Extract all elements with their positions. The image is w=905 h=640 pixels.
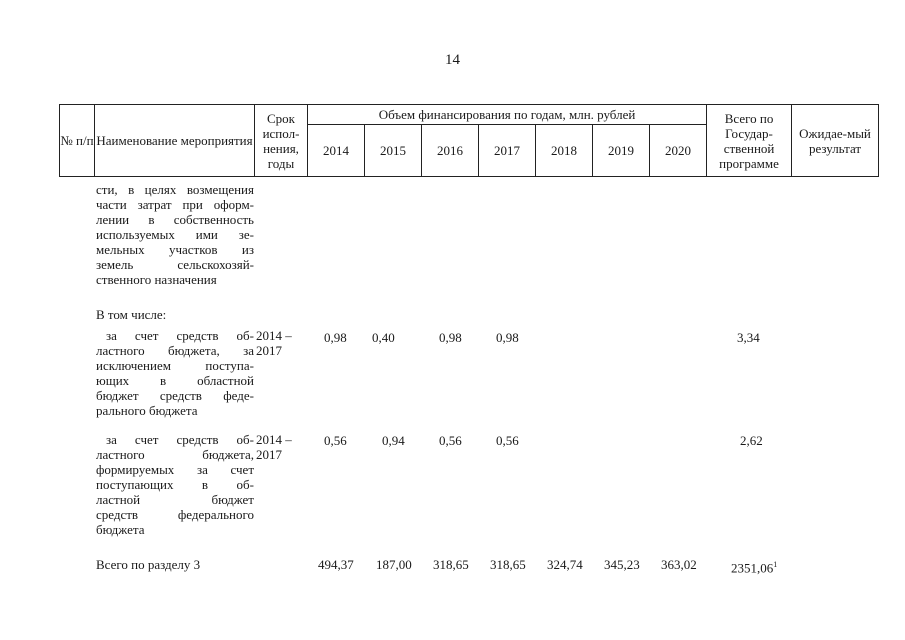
- header-term: Срок испол-нения, годы: [255, 105, 308, 177]
- total-value-2014: 494,37: [318, 557, 354, 572]
- total-grand-value: 2351,06: [731, 560, 774, 576]
- text-line: ластного бюджета,: [96, 447, 254, 462]
- term-line: 2017: [256, 343, 282, 358]
- row1-total: 3,34: [737, 330, 760, 345]
- text-line: ластного бюджета, за: [96, 343, 254, 358]
- text-line: за счет средств об-: [106, 432, 254, 447]
- header-total: Всего по Государ-ственной программе: [707, 105, 792, 177]
- total-value-2015: 187,00: [376, 557, 412, 572]
- text-line: формируемых за счет: [96, 462, 254, 477]
- row1-value-2016: 0,98: [439, 330, 462, 345]
- text-line: части затрат при оформ-: [96, 197, 254, 212]
- text-line: средств федерального: [96, 507, 254, 522]
- total-row-label: Всего по разделу 3: [96, 557, 201, 572]
- row2-value-2017: 0,56: [496, 433, 519, 448]
- text-line: земель сельскохозяй-: [96, 257, 254, 272]
- row1-name: [96, 328, 254, 418]
- text-line: ственного назначения: [96, 272, 217, 287]
- text-line: ластной бюджет: [96, 492, 254, 507]
- row1-value-2017: 0,98: [496, 330, 519, 345]
- row1-value-2015: 0,40: [372, 330, 395, 345]
- row1-term: [256, 328, 292, 358]
- term-line: 2014 –: [256, 328, 292, 343]
- text-line: бюджет средств феде-: [96, 388, 254, 403]
- row2-total: 2,62: [740, 433, 763, 448]
- page-number: 14: [445, 52, 460, 68]
- header-result: Ожидае-мый результат: [792, 105, 879, 177]
- continuation-text: [96, 182, 254, 287]
- header-name: Наименование мероприятия: [95, 105, 255, 177]
- row2-term: [256, 432, 292, 462]
- row2-name: [96, 432, 254, 537]
- header-funding: Объем финансирования по годам, млн. рублей: [308, 105, 707, 125]
- header-year: 2017: [479, 125, 536, 177]
- text-line: бюджета: [96, 522, 145, 537]
- header-year: 2015: [365, 125, 422, 177]
- text-line: сти, в целях возмещения: [96, 182, 254, 197]
- header-year: 2020: [650, 125, 707, 177]
- row2-value-2016: 0,56: [439, 433, 462, 448]
- row2-value-2014: 0,56: [324, 433, 347, 448]
- text-line: поступающих в об-: [96, 477, 254, 492]
- text-line: мельных участков из: [96, 242, 254, 257]
- header-year: 2016: [422, 125, 479, 177]
- header-year: 2019: [593, 125, 650, 177]
- total-value-2017: 318,65: [490, 557, 526, 572]
- row2-value-2015: 0,94: [382, 433, 405, 448]
- total-value-2019: 345,23: [604, 557, 640, 572]
- including-label: В том числе:: [96, 307, 167, 322]
- text-line: лении в собственность: [96, 212, 254, 227]
- header-year: 2014: [308, 125, 365, 177]
- term-line: 2014 –: [256, 432, 292, 447]
- total-value-2020: 363,02: [661, 557, 697, 572]
- text-line: ющих в областной: [96, 373, 254, 388]
- text-line: рального бюджета: [96, 403, 198, 418]
- row1-value-2014: 0,98: [324, 330, 347, 345]
- text-line: используемых ими зе-: [96, 227, 254, 242]
- term-line: 2017: [256, 447, 282, 462]
- table-header: [59, 104, 879, 177]
- text-line: исключением поступа-: [96, 358, 254, 373]
- header-year: 2018: [536, 125, 593, 177]
- header-number: № п/п: [60, 105, 95, 177]
- total-value-2018: 324,74: [547, 557, 583, 572]
- text-line: за счет средств об-: [106, 328, 254, 343]
- footnote-marker: 1: [773, 560, 778, 569]
- total-grand: [731, 557, 777, 575]
- total-value-2016: 318,65: [433, 557, 469, 572]
